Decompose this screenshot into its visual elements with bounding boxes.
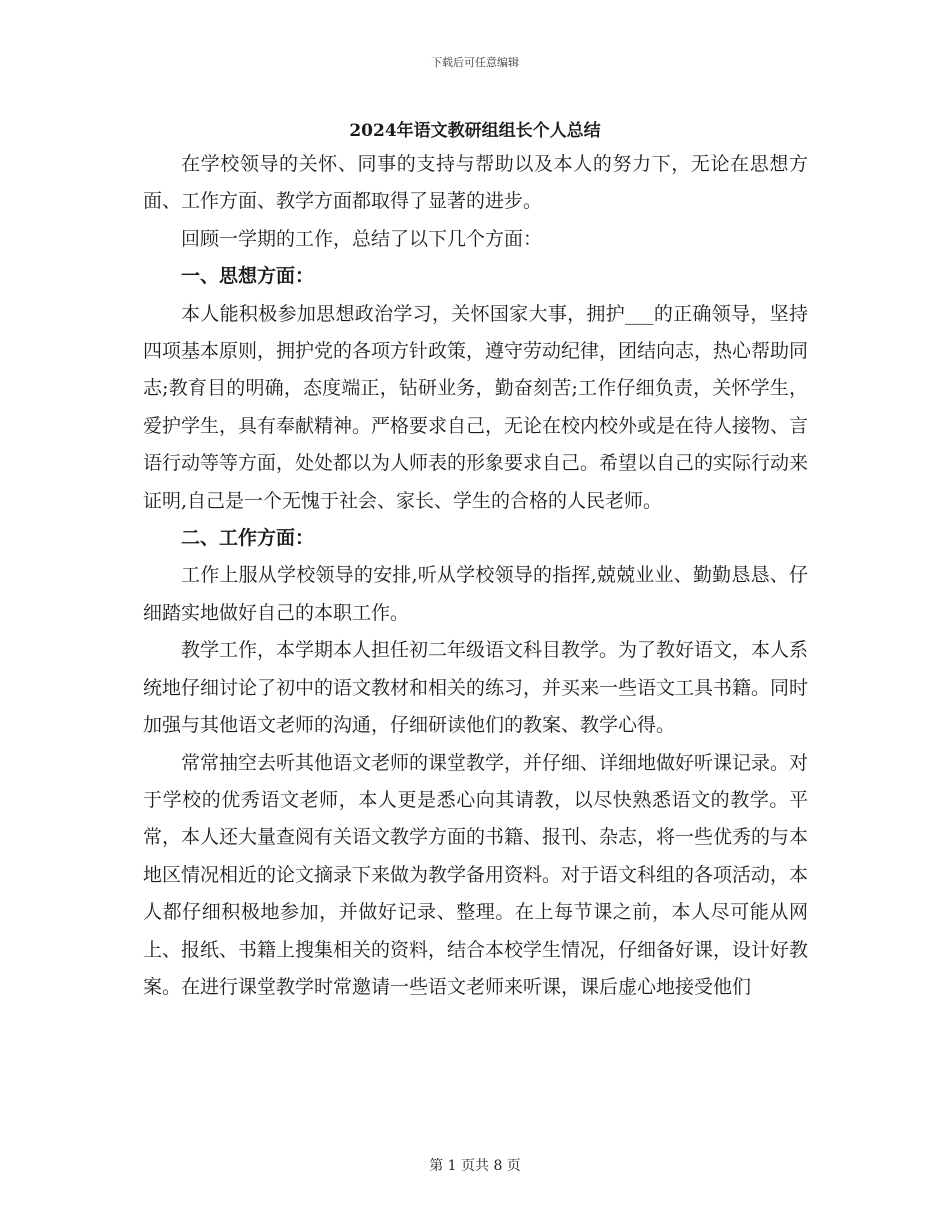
document-body: [143, 146, 808, 1006]
paragraph: 在学校领导的关怀、同事的支持与帮助以及本人的努力下，无论在思想方面、工作方面、教学方面都取得了显著的进步。: [143, 153, 808, 213]
paragraph: 本人能积极参加思想政治学习，关怀国家大事，拥护___的正确领导，坚持四项基本原则，拥护党的各项方针政策，遵守劳动纪律，团结向志，热心帮助同志;教育目的明确，态度端正，钻研业务，勤奋刻苦;工作仔细负责，关怀学生，爱护学生，具有奉献精神。严格要求自己，无论在校内校外或是在待人接物、言语行动等等方面，处处都以为人师表的形象要求自己。希望以自己的实际行动来证明,自己是一个无愧于社会、家长、学生的合格的人民老师。: [143, 302, 809, 512]
header-note: 下载后可任意编辑: [431, 56, 519, 69]
document-title: 2024年语文教研组组长个人总结: [349, 121, 601, 141]
page-number: 第 1 页共 8 页: [429, 1158, 521, 1174]
paragraph: 回顾一学期的工作，总结了以下几个方面：: [181, 227, 543, 250]
section-heading: 一、思想方面：: [181, 265, 315, 288]
section-heading: 二、工作方面：: [181, 527, 315, 550]
paragraph: 工作上服从学校领导的安排,听从学校领导的指挥,兢兢业业、勤勤恳恳、仔细踏实地做好自己的本职工作。: [143, 564, 808, 624]
paragraph: 教学工作，本学期本人担任初二年级语文科目教学。为了教好语文，本人系统地仔细讨论了初中的语文教材和相关的练习，并买来一些语文工具书籍。同时加强与其他语文老师的沟通，仔细研读他们的教案、教学心得。: [143, 639, 809, 737]
paragraph: 常常抽空去听其他语文老师的课堂教学，并仔细、详细地做好听课记录。对于学校的优秀语文老师，本人更是悉心向其请教，以尽快熟悉语文的教学。平常，本人还大量查阅有关语文教学方面的书籍、报刊、杂志，将一些优秀的与本地区情况相近的论文摘录下来做为教学备用资料。对于语文科组的各项活动，本人都仔细积极地参加，并做好记录、整理。在上每节课之前，本人尽可能从网上、报纸、书籍上搜集相关的资料，结合本校学生情况，仔细备好课，设计好教案。在进行课堂教学时常邀请一些语文老师来听课，课后虚心地接受他们: [143, 751, 809, 998]
